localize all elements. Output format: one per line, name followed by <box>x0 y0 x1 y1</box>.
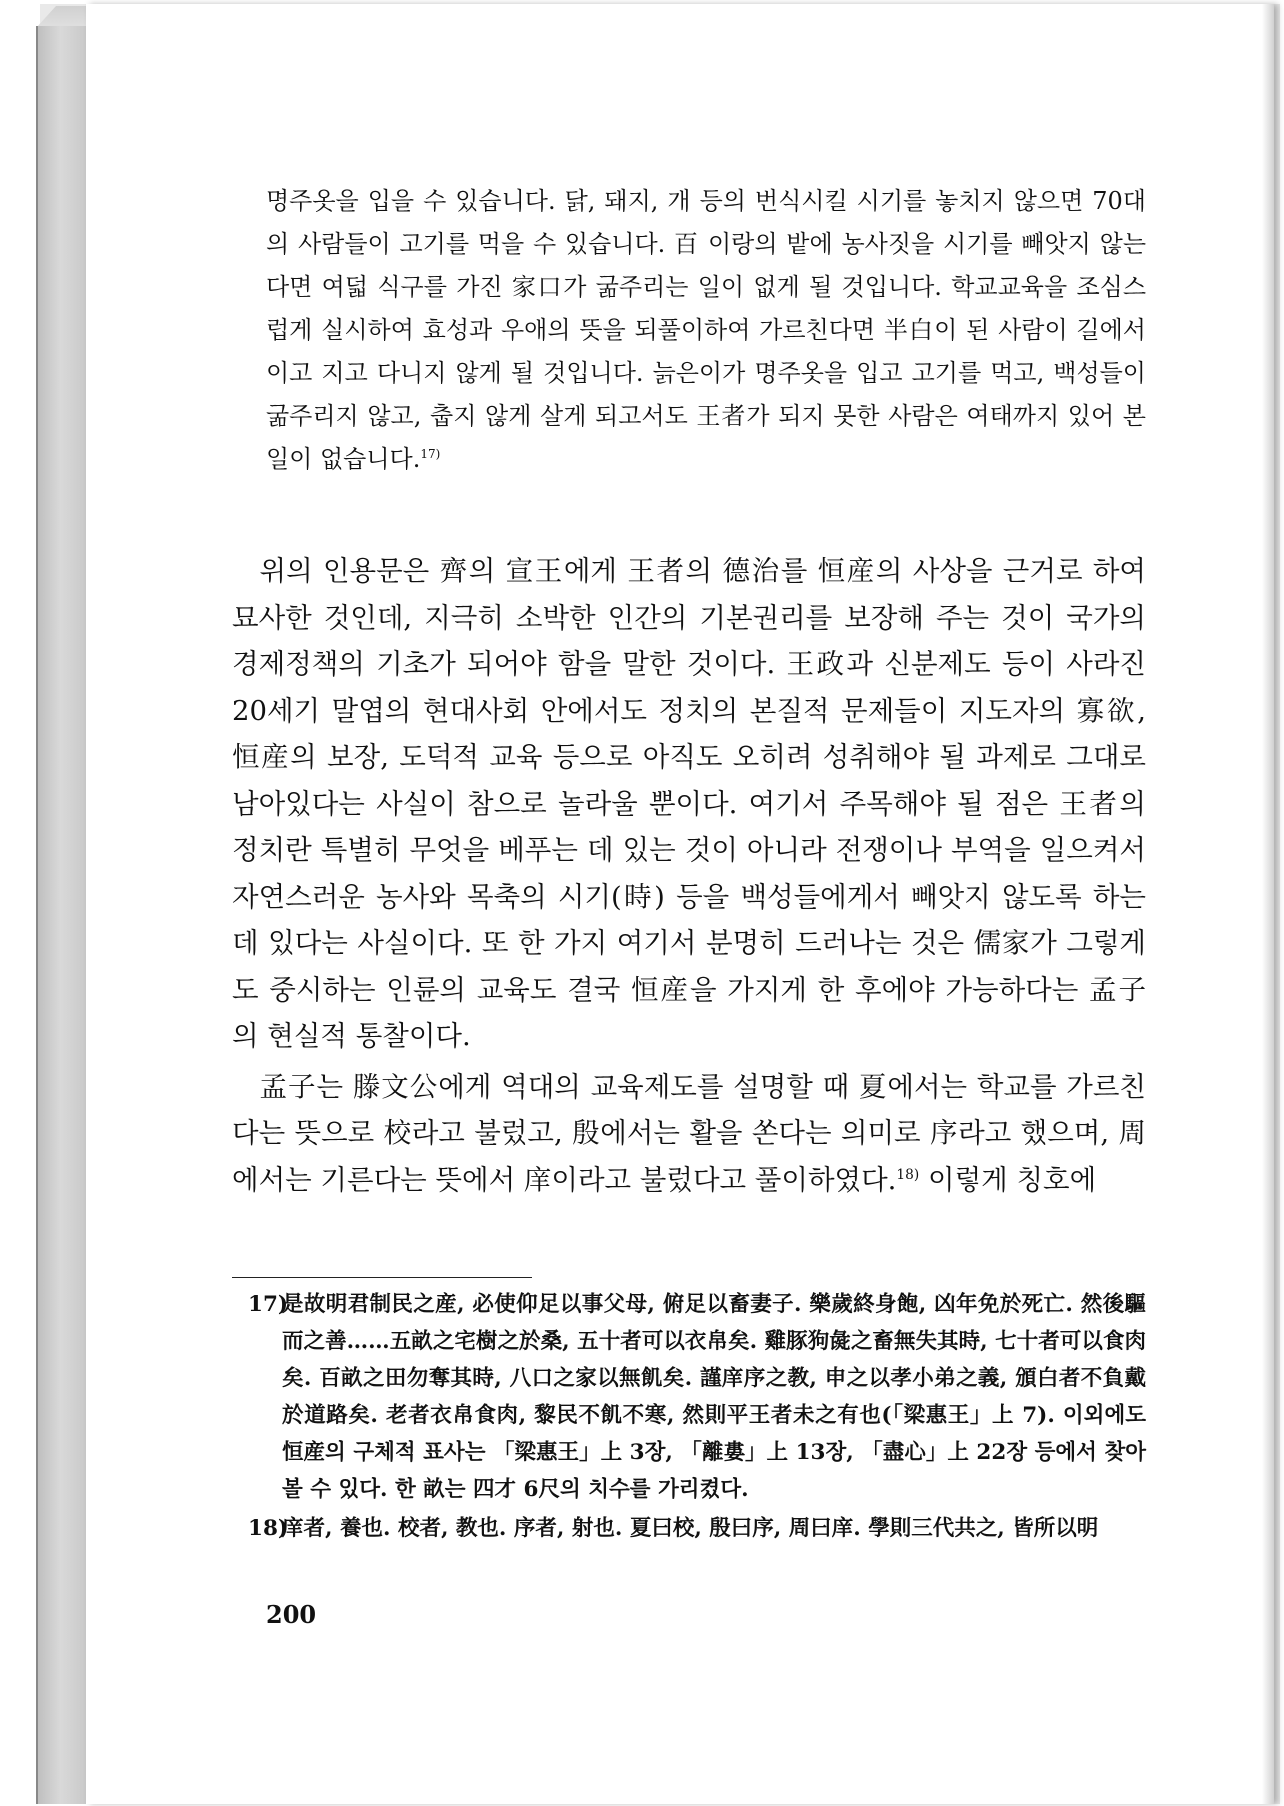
footnote-ref-17: 17) <box>420 447 441 461</box>
page-edge <box>1262 4 1274 1804</box>
body-paragraph-2 <box>232 1064 1146 1204</box>
main-text <box>232 548 1146 1203</box>
paragraph-2-tail: 이렇게 칭호에 <box>919 1163 1097 1196</box>
page-number: 200 <box>266 1600 317 1629</box>
footnote-number: 18) <box>248 1516 289 1541</box>
footnote-text: 是故明君制民之産, 必使仰足以事父母, 俯足以畜妻子. 樂歲終身飽, 凶年免於死亡. 然後驅而之善……五畝之宅樹之於桑, 五十者可以衣帛矣. 雞豚狗彘之畜無失其時, 七十者可以食肉矣. 百畝之田勿奪其時, 八口之家以無飢矣. 謹庠序之教, 申之以孝小弟之義, 頒白者不負戴於道路矣. 老者衣帛食肉, 黎民不飢不寒, 然則平王者未之有也(「梁惠王」上 7). 이외에도 恒産의 구체적 표사는 「梁惠王」上 3장, 「離婁」上 13장, 「盡心」上 22장 등에서 찾아볼 수 있다. 한 畝는 四才 6尺의 치수를 가리켰다. <box>282 1292 1146 1502</box>
footnote-ref-18: 18) <box>896 1166 920 1183</box>
footnote-18 <box>248 1510 1146 1547</box>
footnote-17 <box>248 1286 1146 1508</box>
paragraph-2-text: 孟子는 滕文公에게 역대의 교육제도를 설명할 때 夏에서는 학교를 가르친다는 뜻으로 校라고 불렀고, 殷에서는 활을 쏜다는 의미로 序라고 했으며, 周에서는 기른다는 뜻에서 庠이라고 불렀다고 풀이하였다. <box>232 1070 1146 1196</box>
footnote-number: 17) <box>248 1292 289 1317</box>
footnotes <box>248 1286 1146 1549</box>
block-quote <box>266 180 1146 481</box>
footnote-text: 庠者, 養也. 校者, 教也. 序者, 射也. 夏曰校, 殷曰序, 周曰庠. 學則三代共之, 皆所以明 <box>282 1516 1099 1541</box>
book-spine <box>36 26 88 1804</box>
footnote-rule <box>232 1277 532 1278</box>
quote-text: 명주옷을 입을 수 있습니다. 닭, 돼지, 개 등의 번식시킬 시기를 놓치지 않으면 70대의 사람들이 고기를 먹을 수 있습니다. 百 이랑의 밭에 농사짓을 시기를 빼앗지 않는다면 여덟 식구를 가진 家口가 굶주리는 일이 없게 될 것입니다. 학교교육을 조심스럽게 실시하여 효성과 우애의 뜻을 되풀이하여 가르친다면 半白이 된 사람이 길에서 이고 지고 다니지 않게 될 것입니다. 늙은이가 명주옷을 입고 고기를 먹고, 백성들이 굶주리지 않고, 춥지 않게 살게 되고서도 王者가 되지 못한 사람은 여태까지 있어 본 일이 없습니다. <box>266 187 1146 473</box>
quote-paragraph <box>266 180 1146 481</box>
body-paragraph-1: 위의 인용문은 齊의 宣王에게 王者의 德治를 恒産의 사상을 근거로 하여 묘사한 것인데, 지극히 소박한 인간의 기본권리를 보장해 주는 것이 국가의 경제정책의 기초가 되어야 함을 말한 것이다. 王政과 신분제도 등이 사라진 20세기 말엽의 현대사회 안에서도 정치의 본질적 문제들이 지도자의 寡欲, 恒産의 보장, 도덕적 교육 등으로 아직도 오히려 성취해야 될 과제로 그대로 남아있다는 사실이 참으로 놀라울 뿐이다. 여기서 주목해야 될 점은 王者의 정치란 특별히 무엇을 베푸는 데 있는 것이 아니라 전쟁이나 부역을 일으켜서 자연스러운 농사와 목축의 시기(時) 등을 백성들에게서 빼앗지 않도록 하는 데 있다는 사실이다. 또 한 가지 여기서 분명히 드러나는 것은 儒家가 그렇게도 중시하는 인륜의 교육도 결국 恒産을 가지게 한 후에야 가능하다는 孟子의 현실적 통찰이다. <box>232 555 1146 1052</box>
